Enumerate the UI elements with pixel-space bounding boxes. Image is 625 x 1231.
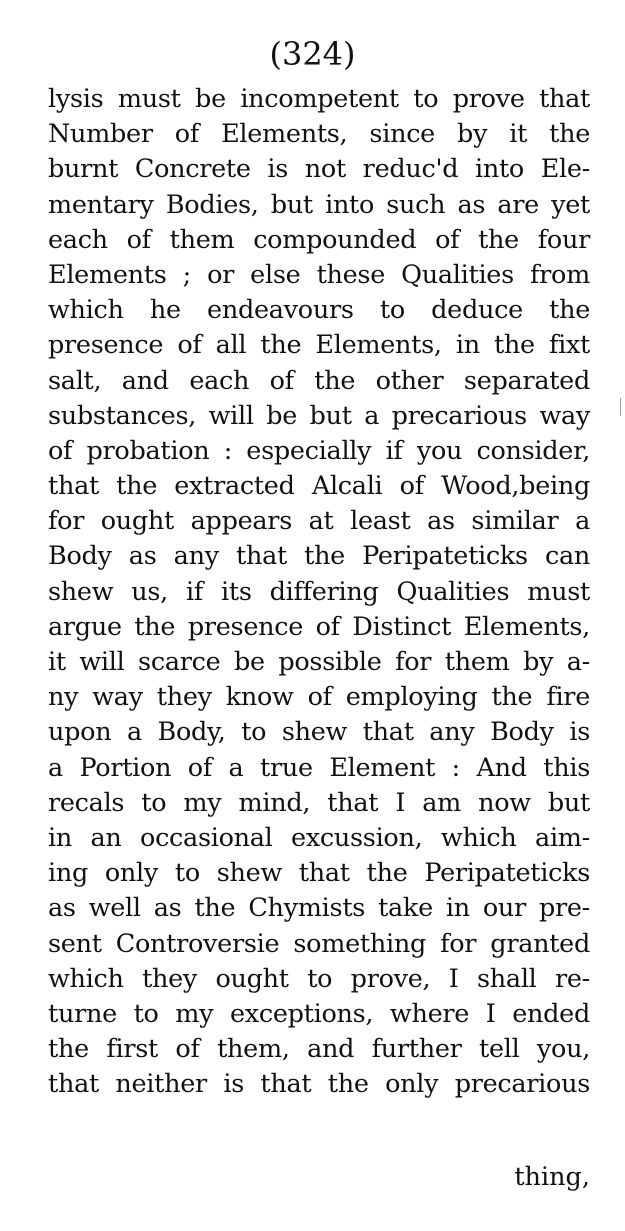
text-line: that the extracted Alcali of Wood,being	[48, 471, 590, 502]
text-line: upon a Body, to shew that any Body is	[48, 717, 590, 748]
text-line: presence of all the Elements, in the fixt	[48, 330, 590, 361]
text-line: turne to my exceptions, where I ended	[48, 998, 590, 1029]
text-line: which he endeavours to deduce the	[48, 295, 590, 326]
text-line: which they ought to prove, I shall re-	[48, 963, 590, 994]
page-number: (324)	[269, 35, 356, 73]
text-line: substances, will be but a precarious way	[48, 400, 590, 431]
text-line: each of them compounded of the four	[48, 224, 590, 255]
text-line: a Portion of a true Element : And this	[48, 752, 590, 783]
text-line: Number of Elements, since by it the	[48, 119, 590, 150]
text-line: mentary Bodies, but into such as are yet	[48, 189, 590, 220]
text-line: ny way they know of employing the fire	[48, 682, 590, 713]
text-line: Elements ; or else these Qualities from	[48, 259, 590, 290]
text-line: Body as any that the Peripateticks can	[48, 541, 590, 572]
text-line: lysis must be incompetent to prove that	[48, 84, 590, 114]
text-line: for ought appears at least as similar a	[48, 506, 590, 537]
margin-mark	[620, 398, 621, 416]
catchword: thing,	[514, 1162, 590, 1192]
text-line: ing only to shew that the Peripateticks	[48, 858, 590, 889]
text-line: the first of them, and further tell you,	[48, 1034, 590, 1065]
text-line: that neither is that the only precarious	[48, 1069, 590, 1100]
text-line: burnt Concrete is not reduc'd into Ele-	[48, 154, 590, 185]
page-text	[48, 82, 590, 1102]
text-line: in an occasional excussion, which aim-	[48, 822, 590, 853]
text-line: argue the presence of Distinct Elements,	[48, 611, 590, 642]
text-line: recals to my mind, that I am now but	[48, 787, 590, 818]
text-line: of probation : especially if you consider,	[48, 435, 590, 466]
text-line: it will scarce be possible for them by a-	[48, 647, 590, 677]
text-line: as well as the Chymists take in our pre-	[48, 893, 590, 924]
text-line: shew us, if its differing Qualities must	[48, 576, 590, 607]
text-line: salt, and each of the other separated	[48, 365, 590, 396]
text-line: sent Controversie something for granted	[48, 928, 590, 959]
